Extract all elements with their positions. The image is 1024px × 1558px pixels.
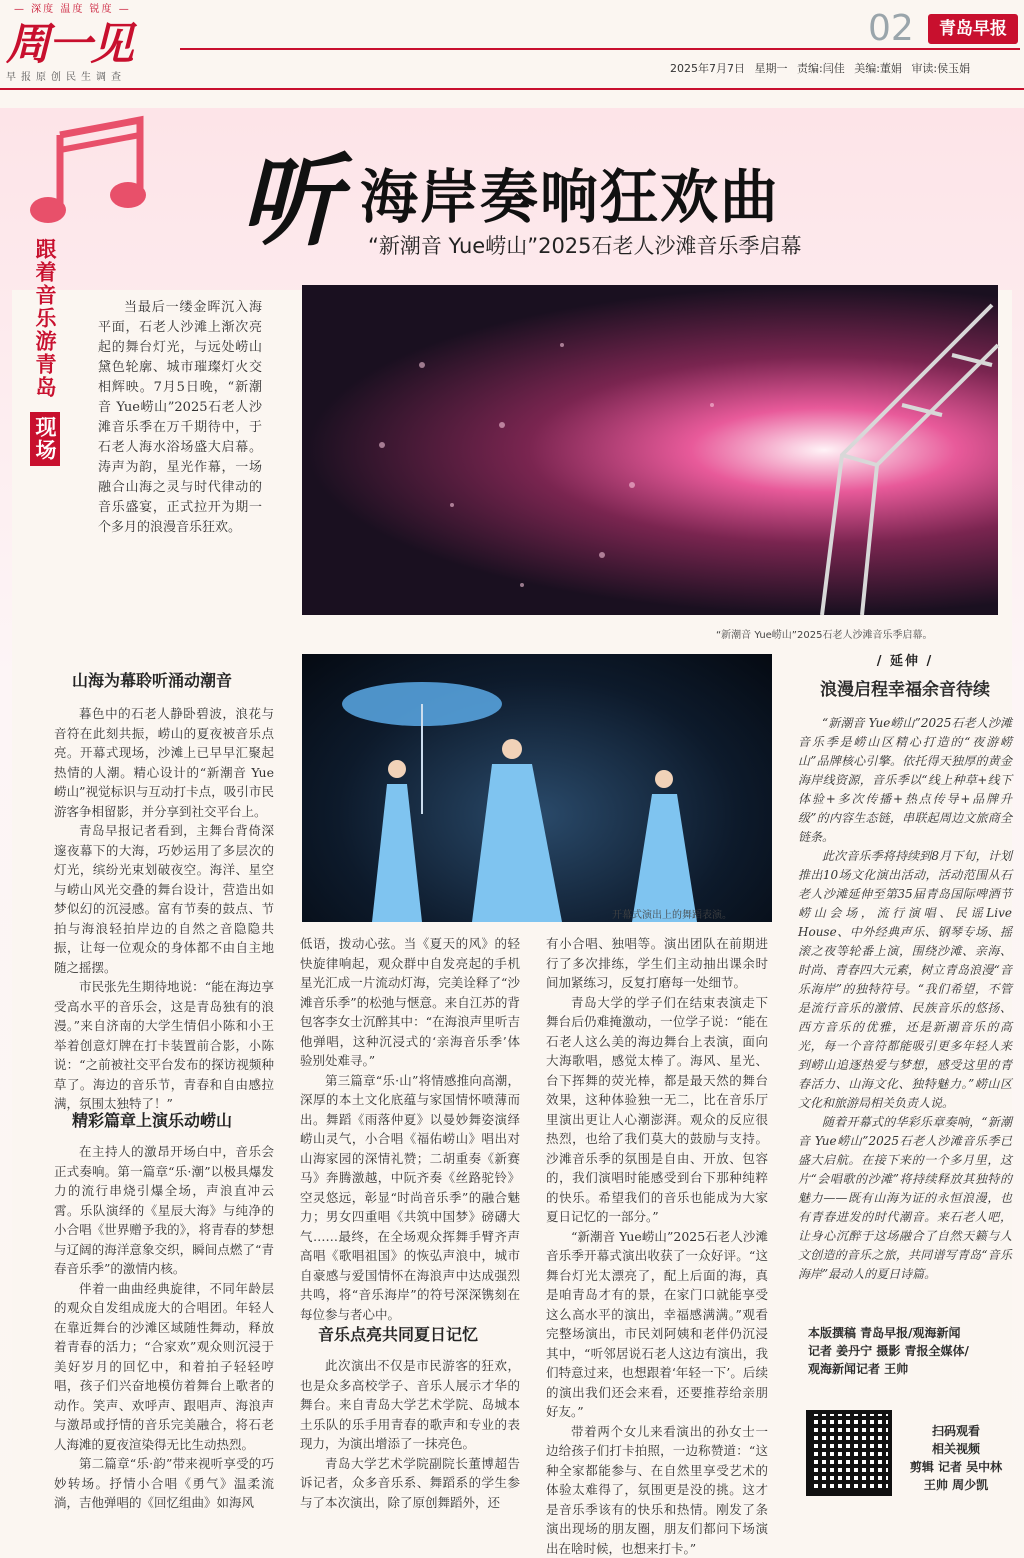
article-column-2b [300, 1356, 520, 1512]
page-header [0, 0, 1024, 92]
section-title-2: 精彩篇章上演乐动崂山 [72, 1108, 232, 1131]
paragraph: 第二篇章“乐·韵”带来视听享受的巧妙转场。抒情小合唱《勇气》温柔流淌，吉他弹唱的《回忆组曲》如海风 [54, 1454, 274, 1513]
credit-line: 观海新闻记者 王帅 [808, 1360, 1012, 1378]
edition-date: 2025年7月7日 星期一 [670, 62, 788, 75]
paragraph: “新潮音 Yue崂山”2025石老人沙滩音乐季是崂山区精心打造的“夜游崂山”品牌核心引擎。依托得天独厚的黄金海岸线资源，音乐季以“线上种草+线下体验+多次传播+热点传导+品牌升级”的内容生态链，串联起周边文旅商全链条。 [798, 714, 1012, 847]
paragraph: 青岛大学的学子们在结束表演走下舞台后仍难掩激动，一位学子说：“能在石老人这么美的海边舞台上表演，面向大海歌唱，感觉太棒了。海风、星光、台下挥舞的荧光棒，都是最天然的舞台效果，这种体验独一无二，比在音乐厅里演出更让人心潮澎湃。观众的反应很热烈，也给了我们莫大的鼓励与支持。沙滩音乐季的氛围是自由、开放、包容的，我们演唱时能感受到台下那种纯粹的快乐。希望我们的音乐也能成为大家夏日记忆的一部分。” [546, 993, 768, 1227]
article-column-1b [54, 1142, 274, 1513]
proof-credit: 审读:侯玉娟 [911, 62, 970, 75]
paragraph: 带着两个女儿来看演出的孙女士一边给孩子们打卡拍照，一边称赞道：“这种全家都能参与、在自然里享受艺术的体验太难得了，氛围更是没的挑。这才是音乐季该有的快乐和热情。刚发了条演出现场的朋友圈，朋友们都问下场演出在啥时候，也想来打卡。” [546, 1422, 768, 1558]
paragraph: 伴着一曲曲经典旋律，不同年龄层的观众自发组成庞大的合唱团。年轻人在靠近舞台的沙滩区域随性舞动，释放着青春的活力；“合家欢”观众则沉浸于美好岁月的回忆中，和着拍子轻轻哼唱，孩子们兴奋地模仿着舞台上歌者的动作。笑声、欢呼声、跟唱声、海浪声与激昂或抒情的音乐完美融合，将石老人海滩的夏夜渲染得无比生动热烈。 [54, 1279, 274, 1455]
paragraph: 市民张先生期待地说：“能在海边享受高水平的音乐会，这是青岛独有的浪漫。”来自济南的大学生情侣小陈和小王举着创意灯牌在打卡装置前合影，小陈说：“之前被社交平台发布的探访视频种草了。海边的音乐节，青春和自由感拉满，氛围太独特了！” [54, 977, 274, 1114]
concert-photo-illustration [302, 285, 998, 615]
column-name: 周一见 [6, 8, 132, 72]
section-label-badge: 现场 [30, 412, 60, 466]
qr-code-icon[interactable] [806, 1410, 892, 1496]
headline-lead-char: 听 [240, 146, 340, 256]
paragraph: 低语，拨动心弦。当《夏天的风》的轻快旋律响起，观众群中自发亮起的手机星光汇成一片流动灯海，完美诠释了“沙滩音乐季”的松弛与惬意。来自江苏的背包客李女士沉醉其中：“在海浪声里听吉他弹唱，这种沉浸式的‘亲海音乐季’体验别处难寻。” [300, 934, 520, 1071]
section-title-1: 山海为幕聆听涌动潮音 [72, 668, 232, 691]
intro-paragraph: 当最后一缕金晖沉入海平面，石老人沙滩上渐次亮起的舞台灯光，与远处崂山黛色轮廓、城市璀璨灯火交相辉映。7月5日晚，“新潮音 Yue崂山”2025石老人沙滩音乐季在万千期待中，于石老人海水浴场盛大启幕。涛声为韵，星光作幕，一场融合山海之灵与时代律动的音乐盛宴，正式拉开为期一个多月的浪漫音乐狂欢。 [98, 298, 262, 538]
newspaper-masthead: 青岛早报 [928, 14, 1018, 44]
dance-photo-caption: 开幕式演出上的舞蹈表演。 [612, 906, 732, 921]
paragraph: 青岛大学艺术学院副院长董博超告诉记者，众多音乐系、舞蹈系的学生参与了本次演出，除了原创舞蹈外，还 [300, 1454, 520, 1513]
paragraph: 有小合唱、独唱等。演出团队在前期进行了多次排练，学生们主动抽出课余时间加紧练习，反复打磨每一处细节。 [546, 934, 768, 993]
article-credits [808, 1324, 1012, 1378]
article-column-2a [300, 934, 520, 1324]
paragraph: 此次音乐季将持续到8月下旬，计划推出10场文化演出活动，活动范围从石老人沙滩延伸至第35届青岛国际啤酒节崂山会场，流行演唱、民谣Live House、中外经典声乐、钢琴专场、摇滚之夜等轮番上演，围绕沙滩、亲海、时尚、青春四大元素，树立青岛浪漫“音乐海岸”的独特符号。“我们希望，不管是流行音乐的激情、民族音乐的悠扬、西方音乐的优雅，还是新潮音乐的高光，每一个音符都能吸引更多年轻人来到崂山追逐热爱与梦想，感受这里的青春活力、山海文化、独特魅力。”崂山区文化和旅游局相关负责人说。 [798, 847, 1012, 1113]
extension-title: 浪漫启程幸福余音待续 [798, 675, 1012, 700]
paragraph: 青岛早报记者看到，主舞台背倚深邃夜幕下的大海，巧妙运用了多层次的灯光，缤纷光束划破夜空。海洋、星空与崂山风光交叠的舞台设计，营造出如梦似幻的沉浸感。富有节奏的鼓点、节拍与海浪轻拍岸边的自然之音隐隐共振，让每一位观众的身体都不由自主地随之摇摆。 [54, 821, 274, 977]
article-column-1a [54, 704, 274, 1114]
qr-caption-line: 剪辑 记者 吴中林 [900, 1458, 1012, 1476]
article-column-3 [546, 934, 768, 1558]
paragraph: 在主持人的激昂开场白中，音乐会正式奏响。第一篇章“乐·潮”以极具爆发力的流行串烧引爆全场，声浪直冲云霄。乐队演绎的《星辰大海》与纯净的小合唱《世界赠予我的》，将青春的梦想与辽阔的海洋意象交织，瞬间点燃了“青春音乐季”的激情内核。 [54, 1142, 274, 1279]
extension-sidebar [798, 650, 1012, 1284]
edition-meta [670, 60, 1020, 76]
credit-line: 记者 姜丹宁 摄影 青报全媒体/ [808, 1342, 1012, 1360]
designer-credit: 美编:董娟 [854, 62, 902, 75]
section-label-text: 跟着音乐游青岛 [33, 238, 57, 399]
page-number: 02 [868, 8, 914, 49]
headline-title: 海岸奏响狂欢曲 [360, 150, 780, 234]
column-subtitle: 早报原创民生调查 [6, 68, 126, 83]
editor-credit: 责编:闫佳 [797, 62, 845, 75]
qr-caption-line: 扫码观看 [900, 1422, 1012, 1440]
qr-caption-line: 相关视频 [900, 1440, 1012, 1458]
section-vertical-label [20, 238, 60, 466]
music-note-icon [20, 115, 170, 235]
extension-tag: / 延伸 / [798, 650, 1012, 669]
paragraph: 第三篇章“乐·山”将情感推向高潮，深厚的本土文化底蕴与家国情怀喷薄而出。舞蹈《雨落仲夏》以曼妙舞姿演绎崂山灵气，小合唱《福佑崂山》唱出对山海家园的深情礼赞；二胡重奏《新赛马》奔腾激越，中阮齐奏《丝路驼铃》空灵悠远，彰显“时尚音乐季”的融合魅力；男女四重唱《共筑中国梦》磅礴大气……最终，在全场观众挥舞手臂齐声高唱《歌唱祖国》的恢弘声浪中，城市自豪感与爱国情怀在海浪声中达成强烈共鸣，将“音乐海岸”的符号深深镌刻在每位参与者心中。 [300, 1071, 520, 1325]
paragraph: 随着开幕式的华彩乐章奏响，“新潮音 Yue崂山”2025石老人沙滩音乐季已盛大启航。在接下来的一个多月里，这片“会唱歌的沙滩”将持续释放其独特的魅力——既有山海为证的永恒浪漫，也有青春进发的时代潮音。来石老人吧，让身心沉醉于这场融合了自然天籁与人文创造的音乐之旅，共同谱写青岛“音乐海岸”最动人的夏日诗篇。 [798, 1113, 1012, 1284]
qr-caption-line: 王帅 周少凯 [900, 1476, 1012, 1494]
section-title-3: 音乐点亮共同夏日记忆 [318, 1322, 478, 1345]
column-tagline: — 深度 温度 锐度 — [14, 0, 131, 15]
headline-subtitle: “新潮音 Yue崂山”2025石老人沙滩音乐季启幕 [368, 230, 802, 260]
dance-photo [302, 654, 772, 922]
dance-photo-illustration [302, 654, 772, 922]
credit-line: 本版撰稿 青岛早报/观海新闻 [808, 1324, 1012, 1342]
extension-body [798, 714, 1012, 1284]
header-bottom-rule [0, 88, 1024, 90]
concert-photo-caption: “新潮音 Yue崂山”2025石老人沙滩音乐季启幕。 [716, 626, 932, 641]
paragraph: 暮色中的石老人静卧碧波，浪花与音符在此刻共振，崂山的夏夜被音乐点亮。开幕式现场，沙滩上已早早汇聚起热情的人潮。精心设计的“新潮音 Yue崂山”视觉标识与互动打卡点，吸引市民游客争相留影，并分享到社交平台上。 [54, 704, 274, 821]
paragraph: “新潮音 Yue崂山”2025石老人沙滩音乐季开幕式演出收获了一众好评。“这舞台灯光太漂亮了，配上后面的海，真是咱青岛才有的景，在家门口就能享受这么高水平的演出，幸福感满满。”观看完整场演出，市民刘阿姨和老伴仍沉浸其中，“听邻居说石老人这边有演出，我们特意过来，也想跟着‘年轻一下’。后续的演出我们还会来看，还要推荐给亲朋好友。” [546, 1227, 768, 1422]
concert-photo [302, 285, 998, 615]
paragraph: 此次演出不仅是市民游客的狂欢，也是众多高校学子、音乐人展示才华的舞台。来自青岛大学艺术学院、岛城本土乐队的乐手用青春的歌声和专业的表现力，为演出增添了一抹亮色。 [300, 1356, 520, 1454]
qr-caption [900, 1422, 1012, 1494]
